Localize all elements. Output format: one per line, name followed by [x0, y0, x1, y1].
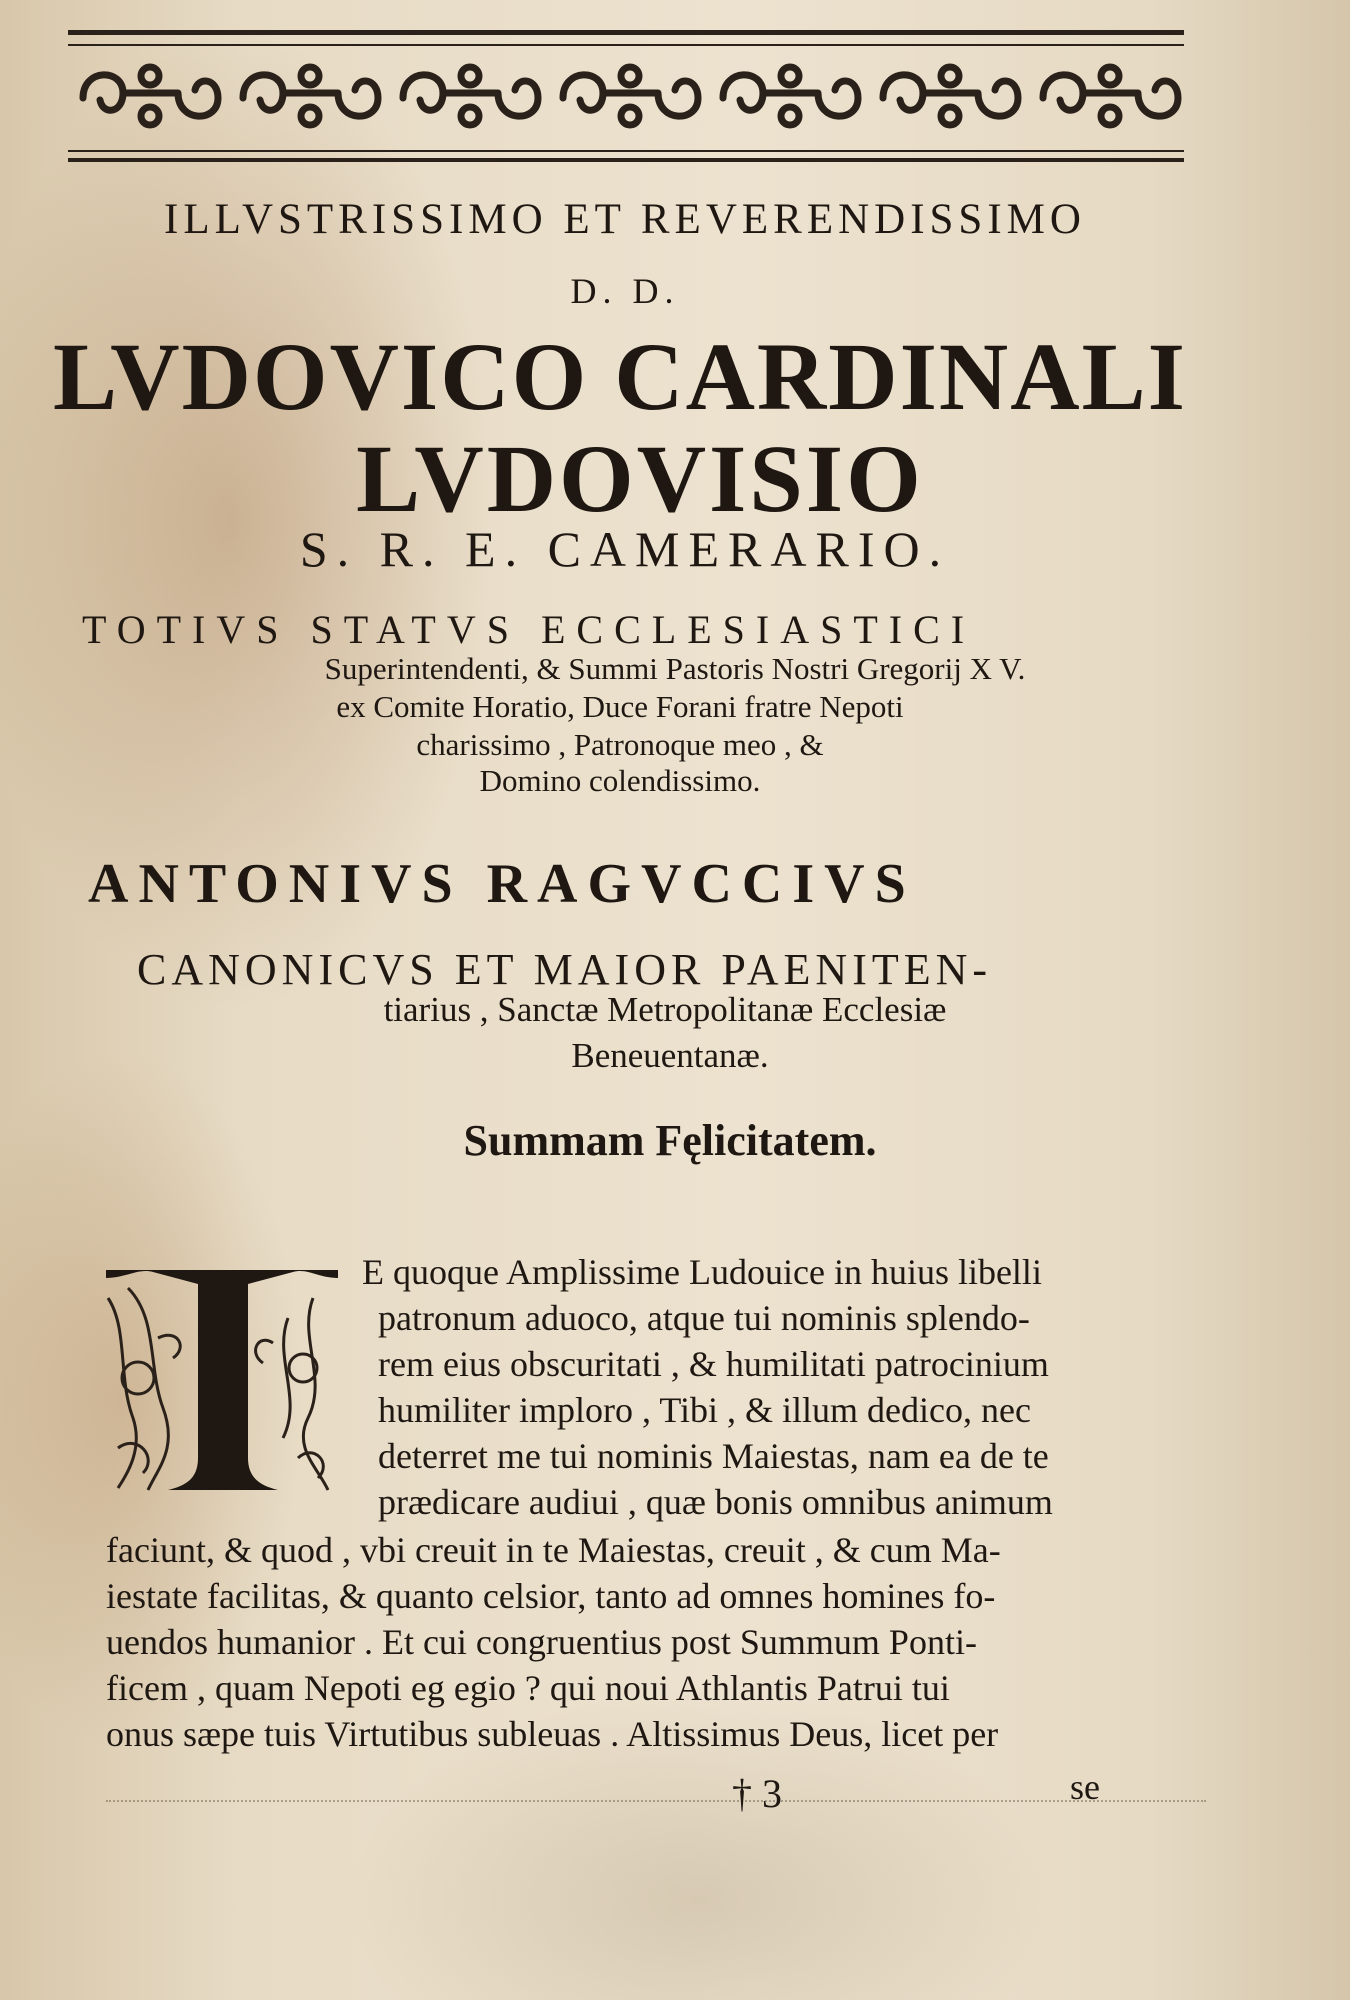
dedication-line-2: D. D.: [570, 271, 680, 311]
body-line: onus sæpe tuis Virtutibus subleuas . Altissimus Deus, licet per: [106, 1714, 999, 1754]
dedication-line-1: ILLVSTRISSIMO ET REVERENDISSIMO: [164, 196, 1086, 243]
author-name: ANTONIVS RAGVCCIVS: [88, 853, 916, 915]
body-line: rem eius obscuritati , & humilitati patrocinium: [378, 1344, 1049, 1384]
body-line: patronum aduoco, atque tui nominis splendo-: [378, 1298, 1030, 1338]
ornament-bud: [621, 67, 639, 85]
ornament-bud: [301, 107, 319, 125]
decorated-initial-t: [98, 1258, 346, 1498]
ornament-bud: [1101, 67, 1119, 85]
author-title-3: Beneuentanæ.: [571, 1036, 769, 1075]
body-line: iestate facilitas, & quanto celsior, tanto ad omnes homines fo-: [106, 1576, 996, 1616]
ornament-bud: [461, 107, 479, 125]
footer-dotted-rule: [106, 1800, 1206, 1802]
totius-line: TOTIVS STATVS ECCLESIASTICI: [82, 607, 976, 652]
ornament-bud: [1101, 107, 1119, 125]
body-line: faciunt, & quod , vbi creuit in te Maiestas, creuit , & cum Ma-: [106, 1530, 1001, 1570]
scroll-ornament-band: [68, 28, 1184, 164]
ornament-bud: [461, 67, 479, 85]
ornament-bud: [781, 107, 799, 125]
dedication-italic-3: charissimo , Patronoque meo , &: [416, 727, 824, 762]
signature-mark: † 3: [732, 1771, 782, 1816]
body-line: uendos humanior . Et cui congruentius post Summum Ponti-: [106, 1622, 977, 1662]
ornament-bud: [941, 67, 959, 85]
author-title-1: CANONICVS ET MAIOR PAENITEN-: [137, 945, 993, 994]
ornament-bud: [941, 107, 959, 125]
dropcap-letter: T: [221, 1288, 223, 1289]
dedicatee-name-1: LVDOVICO CARDINALI: [53, 323, 1187, 430]
dedicatee-title: S. R. E. CAMERARIO.: [299, 521, 951, 577]
body-line: E quoque Amplissime Ludouice in huius libelli: [362, 1252, 1042, 1292]
body-line: humiliter imploro , Tibi , & illum dedico, nec: [378, 1390, 1031, 1430]
dedication-italic-1: Superintendenti, & Summi Pastoris Nostri Gregorij X V.: [324, 651, 1026, 686]
body-line: ficem , quam Nepoti eg egio ? qui noui Athlantis Patrui tui: [106, 1668, 950, 1708]
dedicatee-name-2: LVDOVISIO: [356, 425, 924, 532]
author-title-2: tiarius , Sanctæ Metropolitanæ Ecclesiæ: [383, 990, 947, 1029]
ornament-bud: [781, 67, 799, 85]
catchword: se: [1070, 1767, 1100, 1807]
dedication-italic-2: ex Comite Horatio, Duce Forani fratre Nepoti: [336, 689, 904, 724]
body-line: prædicare audiui , quæ bonis omnibus animum: [378, 1482, 1053, 1522]
greeting: Summam Fęlicitatem.: [463, 1116, 877, 1165]
ornament-bud: [301, 67, 319, 85]
ornament-bud: [141, 67, 159, 85]
ornament-bud: [141, 107, 159, 125]
body-line: deterret me tui nominis Maiestas, nam ea de te: [378, 1436, 1049, 1476]
dedication-italic-4: Domino colendissimo.: [479, 763, 761, 798]
ornament-bud: [621, 107, 639, 125]
